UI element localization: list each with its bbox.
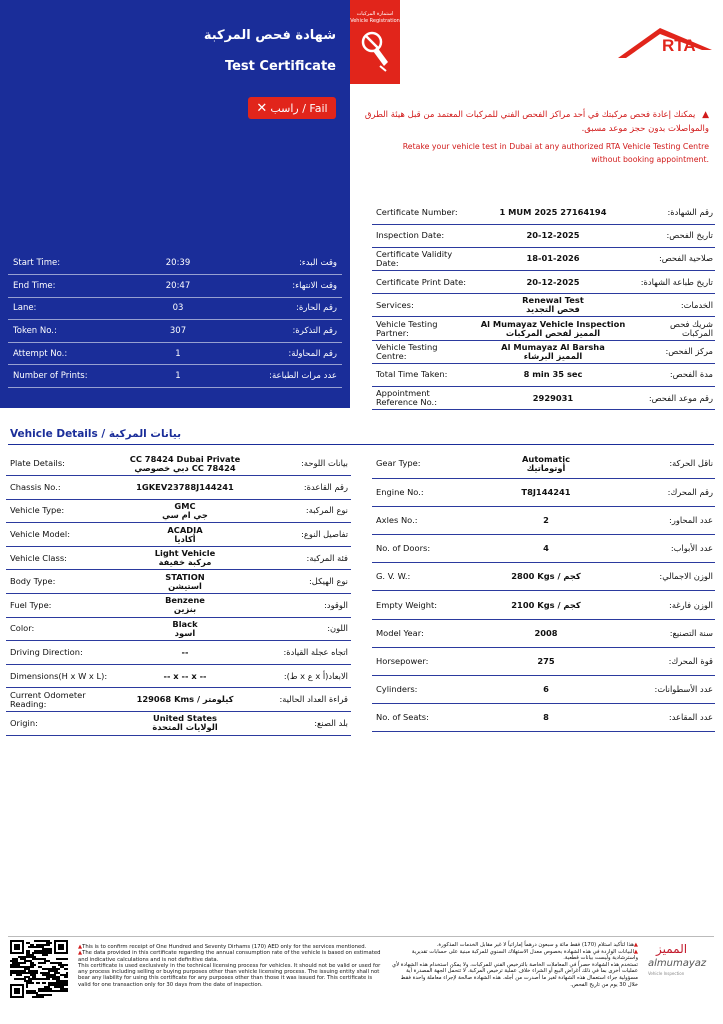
field-label-ar: تاريخ طباعة الشهادة: <box>638 271 715 294</box>
field-label-ar: رقم موعد الفحص: <box>638 387 715 410</box>
field-label-ar: الخدمات: <box>638 294 715 317</box>
field-label: Cylinders: <box>372 676 476 704</box>
table-row <box>6 641 351 665</box>
field-value <box>138 342 218 365</box>
almumayaz-logo-text-en: almumayaz <box>648 958 707 969</box>
field-value-secondary: المميز لفحص المركبات <box>505 327 601 338</box>
field-value <box>138 252 218 275</box>
field-label: Model Year: <box>372 619 476 647</box>
warning-icon: ▲ <box>633 942 638 948</box>
field-value <box>110 594 260 618</box>
table-row <box>372 363 715 386</box>
notice-text-ar: يمكنك إعادة فحص مركبتك في أحد مراكز الفحص الفني للمركبات المعتمد من قبل هيئة الطرق والمواصلات بدون حجز موعد مسبق. <box>364 110 709 134</box>
field-label-ar: تفاصيل النوع: <box>260 523 351 547</box>
field-value <box>476 478 616 506</box>
field-value-secondary: CC 78424 دبي خصوصي <box>134 462 236 473</box>
car-key-icon <box>360 30 390 72</box>
field-value-secondary: استيشن <box>168 580 202 591</box>
field-value-primary: T8J144241 <box>521 486 571 497</box>
field-value-primary: 2929031 <box>532 392 574 403</box>
table-row <box>372 294 715 317</box>
table-row <box>8 342 342 365</box>
field-value <box>476 450 616 478</box>
field-label-ar: بيانات اللوحة: <box>260 452 351 476</box>
field-label: Attempt No.: <box>8 342 138 365</box>
field-value-primary: 2100 Kgs / كجم <box>511 599 581 610</box>
field-label-ar: رقم الشهادة: <box>638 201 715 224</box>
field-label: Plate Details: <box>6 452 110 476</box>
field-label: Vehicle Type: <box>6 499 110 523</box>
field-label-ar: نوع المركبة: <box>260 499 351 523</box>
notice-text-en-2: without booking appointment. <box>591 155 709 164</box>
field-value <box>138 297 218 320</box>
header-panel <box>0 0 350 408</box>
field-label: Appointment Reference No.: <box>372 387 468 410</box>
rta-logo <box>616 20 714 60</box>
rta-logo-text: RTA <box>662 36 696 55</box>
field-value-primary: -- x -- x -- <box>163 670 207 681</box>
field-value-primary: 18-01-2026 <box>526 253 580 264</box>
vr-logo-text-ar: استمارة المركبات <box>356 11 394 17</box>
table-row <box>6 617 351 641</box>
field-label-ar: فئة المركبة: <box>260 546 351 570</box>
field-value-primary: 20-12-2025 <box>526 230 580 241</box>
table-row <box>372 591 715 619</box>
field-value <box>110 523 260 547</box>
table-row <box>8 365 342 388</box>
table-row <box>8 275 342 298</box>
field-value-primary: -- <box>181 647 189 658</box>
field-label-ar: رقم الحارة: <box>218 297 342 320</box>
vehicle-details-heading: Vehicle Details / بيانات المركبة <box>10 428 182 440</box>
field-value-primary: 2008 <box>534 627 558 638</box>
disclaimer-en-1: This is to confirm receipt of One Hundred and Seventy Dirhams (170) AED only for the services mentioned. <box>82 944 367 950</box>
field-label: Services: <box>372 294 468 317</box>
field-label-ar: رقم التذكرة: <box>218 320 342 343</box>
field-value-secondary: فحص التجديد <box>526 304 580 315</box>
field-label: Vehicle Testing Partner: <box>372 317 468 340</box>
warning-icon: ▲ <box>633 948 638 955</box>
certificate-title-ar: شهادة فحص المركبة <box>203 28 336 43</box>
notice-text-en-1: Retake your vehicle test in Dubai at any authorized RTA Vehicle Testing Centre <box>402 142 709 151</box>
field-value-primary: United States <box>153 713 217 724</box>
field-label: Certificate Validity Date: <box>372 247 468 270</box>
field-value-primary: 129068 Kms / كيلومتر <box>136 694 234 705</box>
field-label: Engine No.: <box>372 478 476 506</box>
field-value-secondary: جي ام سي <box>162 509 208 520</box>
table-row <box>372 563 715 591</box>
almumayaz-logo-tagline: Vehicle Inspection <box>648 971 685 976</box>
heading-divider <box>8 444 714 445</box>
field-label: Dimensions(H x W x L): <box>6 664 110 688</box>
table-row <box>6 523 351 547</box>
table-row <box>372 201 715 224</box>
vehicle-registration-logo <box>350 0 400 84</box>
disclaimer-en-3: This certificate is used exclusively in the technical licensing process for vehicles. It should not be valid or used for any process including selling or buying purposes other than vehicle licensing process. The issuing entity shall not bear any liability for using this certificate for any purposes other than those it was issued for. This certificate is valid for one transaction only for 30 days from the date of inspection. <box>78 962 381 988</box>
field-value <box>468 317 638 340</box>
field-label-ar: رقم القاعدة: <box>260 476 351 500</box>
table-row <box>372 676 715 704</box>
vehicle-details-right-table <box>372 450 715 732</box>
table-row <box>6 594 351 618</box>
warning-icon: ▲ <box>702 110 709 120</box>
disclaimer-en-2: The data provided in this certificate regarding the annual consumption rate of the vehicle is based on estimated and indicative calculations and is not definitive data. <box>78 950 381 963</box>
field-label: No. of Seats: <box>372 704 476 732</box>
field-label-ar: سنة التصنيع: <box>616 619 715 647</box>
field-value <box>476 591 616 619</box>
field-label-ar: بلد الصنع: <box>260 712 351 736</box>
field-label: Horsepower: <box>372 647 476 675</box>
field-value-primary: CC 78424 Dubai Private <box>129 453 241 464</box>
footer-divider <box>8 936 714 937</box>
field-value <box>476 535 616 563</box>
field-value-secondary: أوتوماتيك <box>526 462 566 473</box>
table-row <box>8 252 342 275</box>
field-label-ar: وقت البدء: <box>218 252 342 275</box>
field-value <box>476 676 616 704</box>
field-label-ar: مدة الفحص: <box>638 363 715 386</box>
field-label: Inspection Date: <box>372 224 468 247</box>
field-label-ar: قوة المحرك: <box>616 647 715 675</box>
field-label-ar: قراءة العداد الحالية: <box>260 688 351 712</box>
field-value <box>468 340 638 363</box>
field-value <box>468 294 638 317</box>
almumayaz-logo-text-ar: المميز <box>656 942 688 956</box>
field-value-primary: Renewal Test <box>522 295 584 306</box>
field-label: Axles No.: <box>372 506 476 534</box>
field-label: Lane: <box>8 297 138 320</box>
vehicle-details-left-table <box>6 452 351 736</box>
field-value-primary: 2 <box>543 514 549 525</box>
field-value <box>110 499 260 523</box>
field-value-primary: Black <box>172 618 198 629</box>
vr-logo-text-en: Vehicle Registration <box>350 18 400 24</box>
field-label: Certificate Number: <box>372 201 468 224</box>
field-value <box>468 247 638 270</box>
field-value-primary: 4 <box>543 543 549 554</box>
field-label-ar: اتجاه عجلة القيادة: <box>260 641 351 665</box>
field-label-ar: الابعاد(أ x ع x ط): <box>260 664 351 688</box>
field-value <box>476 704 616 732</box>
field-value <box>468 363 638 386</box>
field-value-primary: 20:47 <box>165 280 191 291</box>
field-value-primary: Al Mumayaz Vehicle Inspection <box>480 318 626 329</box>
field-value <box>476 506 616 534</box>
field-value <box>476 647 616 675</box>
table-row <box>8 320 342 343</box>
qr-code-icon <box>10 940 68 998</box>
result-badge-label: راسب / Fail <box>270 101 328 115</box>
disclaimer-ar <box>390 942 638 988</box>
field-label-ar: وقت الانتهاء: <box>218 275 342 298</box>
field-label: No. of Doors: <box>372 535 476 563</box>
field-label-ar: تاريخ الفحص: <box>638 224 715 247</box>
table-row <box>6 664 351 688</box>
field-label-ar: عدد المقاعد: <box>616 704 715 732</box>
table-row <box>6 688 351 712</box>
disclaimer-en <box>78 944 383 988</box>
field-label-ar: عدد مرات الطباعة: <box>218 365 342 388</box>
table-row <box>372 506 715 534</box>
disclaimer-ar-2: البيانات الواردة في هذه الشهادة بخصوص معدل الاستهلاك السنوي للمركبة مبنية على حسابات تقديرية واسترشادية وليست بيانات قطعية. <box>411 948 638 962</box>
table-row <box>372 317 715 340</box>
field-value <box>110 452 260 476</box>
field-label-ar: ناقل الحركة: <box>616 450 715 478</box>
field-value-secondary: أكاديا <box>174 533 196 544</box>
field-value <box>138 275 218 298</box>
field-value <box>110 641 260 665</box>
field-label: Empty Weight: <box>372 591 476 619</box>
field-label-ar: الوزن فارغة: <box>616 591 715 619</box>
table-row <box>8 297 342 320</box>
field-value-secondary: مركبة خفيفة <box>158 557 212 568</box>
disclaimer-ar-1: هذا لتأكيد استلام (170) فقط مائة و سبعون درهماً إماراتياً لا غير مقابل الخدمات المذكورة. <box>436 942 634 948</box>
field-value-primary: GMC <box>174 500 196 511</box>
field-value-secondary: بنزين <box>173 604 197 615</box>
field-value <box>110 570 260 594</box>
field-value <box>138 365 218 388</box>
field-value <box>468 201 638 224</box>
field-label: Body Type: <box>6 570 110 594</box>
certificate-info-table <box>372 201 715 410</box>
field-label-ar: رقم المحاولة: <box>218 342 342 365</box>
field-value <box>476 563 616 591</box>
field-value-secondary: اسود <box>174 627 196 638</box>
field-value-primary: 20-12-2025 <box>526 276 580 287</box>
field-label: Vehicle Class: <box>6 546 110 570</box>
field-value-primary: 1GKEV23788J144241 <box>136 481 234 492</box>
field-label: Origin: <box>6 712 110 736</box>
table-row <box>372 619 715 647</box>
fail-x-icon: ✕ <box>256 100 268 116</box>
table-row <box>372 535 715 563</box>
field-value-primary: STATION <box>165 571 205 582</box>
field-label: Fuel Type: <box>6 594 110 618</box>
field-label: Driving Direction: <box>6 641 110 665</box>
field-value <box>468 387 638 410</box>
table-row <box>6 570 351 594</box>
warning-icon: ▲ <box>78 950 83 957</box>
table-row <box>372 450 715 478</box>
retake-notice <box>364 108 709 166</box>
field-label-ar: صلاحية الفحص: <box>638 247 715 270</box>
field-label: Color: <box>6 617 110 641</box>
field-value-primary: 1 MUM 2025 27164194 <box>499 206 607 217</box>
table-row <box>372 387 715 410</box>
table-row <box>372 647 715 675</box>
table-row <box>6 476 351 500</box>
field-label: Gear Type: <box>372 450 476 478</box>
field-value-primary: Automatic <box>522 453 570 464</box>
field-label: G. V. W.: <box>372 563 476 591</box>
field-value-primary: 8 <box>543 712 549 723</box>
field-value-primary: ACADIA <box>167 524 203 535</box>
field-value <box>110 664 260 688</box>
field-value-primary: Benzene <box>165 595 205 606</box>
field-label-ar: عدد المحاور: <box>616 506 715 534</box>
field-label-ar: نوع الهيكل: <box>260 570 351 594</box>
field-value <box>138 320 218 343</box>
field-label: Token No.: <box>8 320 138 343</box>
field-value-primary: 2800 Kgs / كجم <box>511 571 581 582</box>
test-info-table <box>8 252 342 388</box>
field-value <box>110 688 260 712</box>
table-row <box>6 546 351 570</box>
field-label-ar: عدد الأبواب: <box>616 535 715 563</box>
warning-icon: ▲ <box>78 944 83 950</box>
table-row <box>372 271 715 294</box>
field-value <box>110 617 260 641</box>
field-value <box>468 271 638 294</box>
field-label-ar: عدد الأسطوانات: <box>616 676 715 704</box>
field-value <box>476 619 616 647</box>
table-row <box>372 478 715 506</box>
field-value-primary: 275 <box>537 655 555 666</box>
field-label: Vehicle Model: <box>6 523 110 547</box>
field-label-ar: الوزن الاجمالي: <box>616 563 715 591</box>
field-label: Number of Prints: <box>8 365 138 388</box>
field-value <box>110 476 260 500</box>
table-row <box>372 247 715 270</box>
field-value <box>110 712 260 736</box>
field-label: End Time: <box>8 275 138 298</box>
table-row <box>6 499 351 523</box>
certificate-title-en: Test Certificate <box>224 59 336 74</box>
field-label-ar: اللون: <box>260 617 351 641</box>
field-value-primary: 03 <box>172 303 184 314</box>
field-label-ar: شريك فحص المركبات <box>638 317 715 340</box>
field-value-primary: 1 <box>175 348 181 359</box>
field-value-secondary: الولايات المتحدة <box>152 722 218 733</box>
result-badge <box>248 97 336 119</box>
field-value <box>468 224 638 247</box>
field-label: Current Odometer Reading: <box>6 688 110 712</box>
field-label-ar: رقم المحرك: <box>616 478 715 506</box>
field-value-primary: 8 min 35 sec <box>523 369 583 380</box>
field-label-ar: الوقود: <box>260 594 351 618</box>
table-row <box>6 712 351 736</box>
field-label: Chassis No.: <box>6 476 110 500</box>
table-row <box>372 224 715 247</box>
disclaimer-ar-3: تستخدم هذه الشهادة حصراً في المعاملات الخاصة بالترخيص الفني للمركبات، ولا يمكن استخدام هذه الشهادة لأي عمليات أخرى بما في ذلك أغراض البيع أو الشراء خلاف عملية ترخيص المركبة. لا تتحمل الجهة المصدرة أية مسؤولية جراء استعمال هذه الشهادة لغير ما أصدرت من أجله. هذه الشهادة صالحة لإجراء معاملة واحدة فقط خلال 30 يوم من تاريخ الفحص. <box>391 961 638 988</box>
field-value-primary: 1 <box>175 371 181 382</box>
field-value <box>110 546 260 570</box>
field-label: Start Time: <box>8 252 138 275</box>
table-row <box>372 704 715 732</box>
field-label: Vehicle Testing Centre: <box>372 340 468 363</box>
field-value-primary: Light Vehicle <box>154 548 216 559</box>
field-value-primary: Al Mumayaz Al Barsha <box>501 341 605 352</box>
field-label: Total Time Taken: <box>372 363 468 386</box>
field-label-ar: مركز الفحص: <box>638 340 715 363</box>
table-row <box>372 340 715 363</box>
field-label: Certificate Print Date: <box>372 271 468 294</box>
field-value-secondary: المميز البرشاء <box>523 350 583 361</box>
field-value-primary: 6 <box>543 684 549 695</box>
field-value-primary: 20:39 <box>165 258 191 269</box>
table-row <box>6 452 351 476</box>
field-value-primary: 307 <box>169 326 187 337</box>
